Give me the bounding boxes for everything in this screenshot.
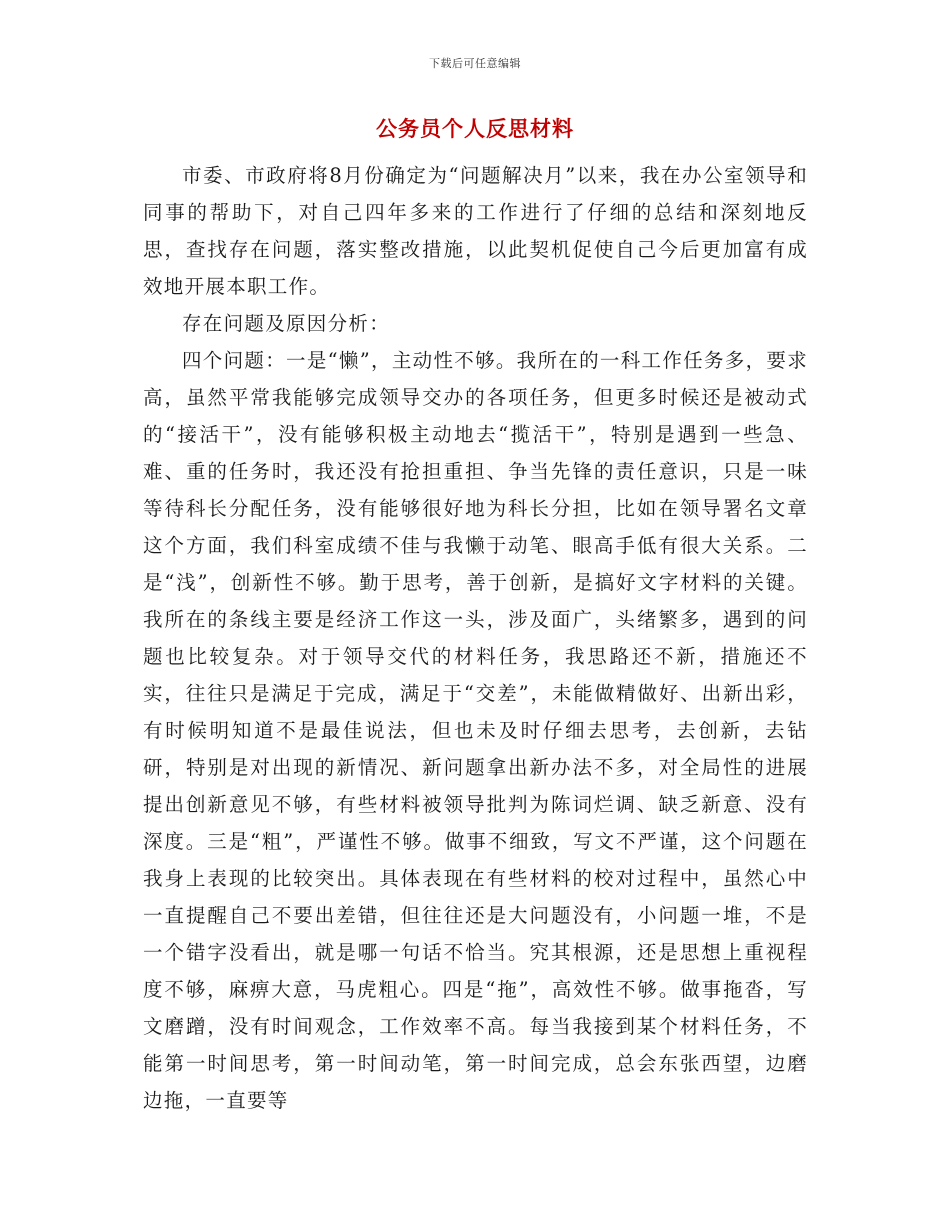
document-body — [143, 157, 808, 1119]
page-header-note: 下载后可任意编辑 — [429, 57, 521, 70]
paragraph-intro: 市委、市政府将8月份确定为“问题解决月”以来，我在办公室领导和同事的帮助下，对自己四年多来的工作进行了仔细的总结和深刻地反思，查找存在问题，落实整改措施，以此契机促使自己今后更加富有成效地开展本职工作。 — [143, 164, 808, 298]
paragraph-section-heading: 存在问题及原因分析： — [182, 312, 391, 335]
document-title: 公务员个人反思材料 — [376, 116, 574, 141]
paragraph-problems: 四个问题：一是“懒”，主动性不够。我所在的一科工作任务多，要求高，虽然平常我能够完成领导交办的各项任务，但更多时候还是被动式的“接活干”，没有能够积极主动地去“揽活干”，特别是遇到一些急、难、重的任务时，我还没有抢担重担、争当先锋的责任意识，只是一味等待科长分配任务，没有能够很好地为科长分担，比如在领导署名文章这个方面，我们科室成绩不佳与我懒于动笔、眼高手低有很大关系。二是“浅”，创新性不够。勤于思考，善于创新，是搞好文字材料的关键。我所在的条线主要是经济工作这一头，涉及面广，头绪繁多，遇到的问题也比较复杂。对于领导交代的材料任务，我思路还不新，措施还不实，往往只是满足于完成，满足于“交差”，未能做精做好、出新出彩，有时候明知道不是最佳说法，但也未及时仔细去思考，去创新，去钻研，特别是对出现的新情况、新问题拿出新办法不多，对全局性的进展提出创新意见不够，有些材料被领导批判为陈词烂调、缺乏新意、没有深度。三是“粗”，严谨性不够。做事不细致，写文不严谨，这个问题在我身上表现的比较突出。具体表现在有些材料的校对过程中，虽然心中一直提醒自己不要出差错，但往往还是大问题没有，小问题一堆，不是一个错字没看出，就是哪一句话不恰当。究其根源，还是思想上重视程度不够，麻痹大意，马虎粗心。四是“拖”，高效性不够。做事拖沓，写文磨蹭，没有时间观念，工作效率不高。每当我接到某个材料任务，不能第一时间思考，第一时间动笔，第一时间完成，总会东张西望，边磨边拖，一直要等 — [143, 349, 808, 1112]
